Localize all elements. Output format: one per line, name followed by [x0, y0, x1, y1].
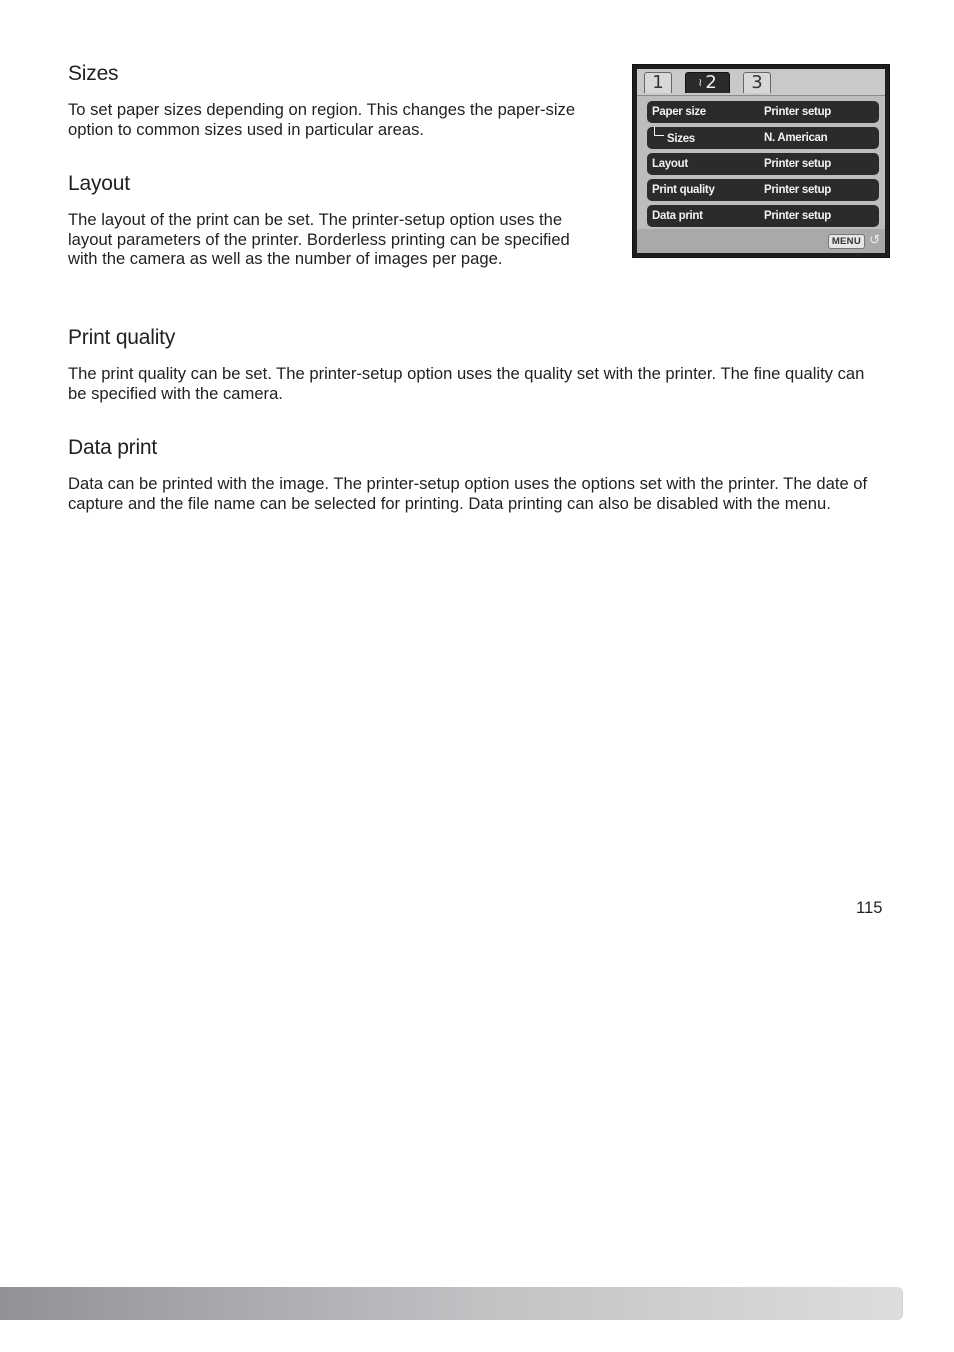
menu-row-label: Paper size: [652, 106, 706, 118]
menu-row-data-print[interactable]: [647, 205, 879, 227]
menu-row-value: Printer setup: [764, 184, 832, 196]
section-body: The print quality can be set. The printer-setup option uses the quality set with the printer. The fine quality can be specified with the camera.: [68, 364, 865, 403]
menu-row-label: Data print: [652, 210, 703, 222]
page-number: 115: [856, 898, 883, 917]
section-heading: Layout: [68, 172, 130, 195]
section-body: Data can be printed with the image. The printer-setup option uses the options set with the printer. The date of capture and the file name can be selected for printing. Data printing can also be disabled with the menu.: [68, 474, 868, 513]
menu-row-label: Print quality: [652, 184, 715, 196]
menu-row-value: N. American: [764, 132, 828, 144]
section-heading: Data print: [68, 436, 158, 459]
menu-footer: [637, 229, 885, 253]
submenu-branch-icon: [654, 127, 664, 136]
section-sizes: [68, 62, 608, 139]
section-heading: Print quality: [68, 326, 176, 349]
print-icon: ≀: [698, 76, 703, 89]
menu-tab-label: 1: [652, 72, 664, 93]
menu-button-badge[interactable]: MENU: [828, 234, 865, 249]
return-icon[interactable]: ↺: [869, 233, 880, 248]
menu-row-value: Printer setup: [764, 158, 832, 170]
section-heading: Sizes: [68, 62, 119, 85]
section-data-print: [68, 436, 878, 513]
menu-tab-2[interactable]: [685, 72, 730, 93]
section-print-quality: [68, 326, 878, 403]
menu-tab-label: 3: [751, 72, 763, 93]
menu-row-sizes[interactable]: [647, 127, 879, 149]
menu-row-print-quality[interactable]: [647, 179, 879, 201]
camera-menu-screenshot: [632, 64, 890, 258]
section-body: The layout of the print can be set. The printer-setup option uses the layout parameters of the printer. Borderless printing can be specified with the camera as well as the number of images per page.: [68, 210, 570, 269]
section-layout: [68, 172, 598, 269]
menu-row-value: Printer setup: [764, 106, 832, 118]
menu-tab-3[interactable]: [743, 72, 771, 93]
footer-bar: [0, 1287, 903, 1320]
menu-row-label: Sizes: [667, 133, 695, 145]
menu-row-layout[interactable]: [647, 153, 879, 175]
menu-row-label: Layout: [652, 158, 688, 170]
section-body: To set paper sizes depending on region. This changes the paper-size option to common sizes used in particular areas.: [68, 100, 576, 139]
menu-tab-1[interactable]: [644, 72, 672, 93]
menu-row-value: Printer setup: [764, 210, 832, 222]
menu-rows: [647, 101, 879, 231]
menu-row-paper-size[interactable]: [647, 101, 879, 123]
camera-menu-panel: [637, 69, 885, 253]
menu-tab-label: 2: [705, 72, 717, 93]
menu-tab-bar: [637, 69, 885, 96]
